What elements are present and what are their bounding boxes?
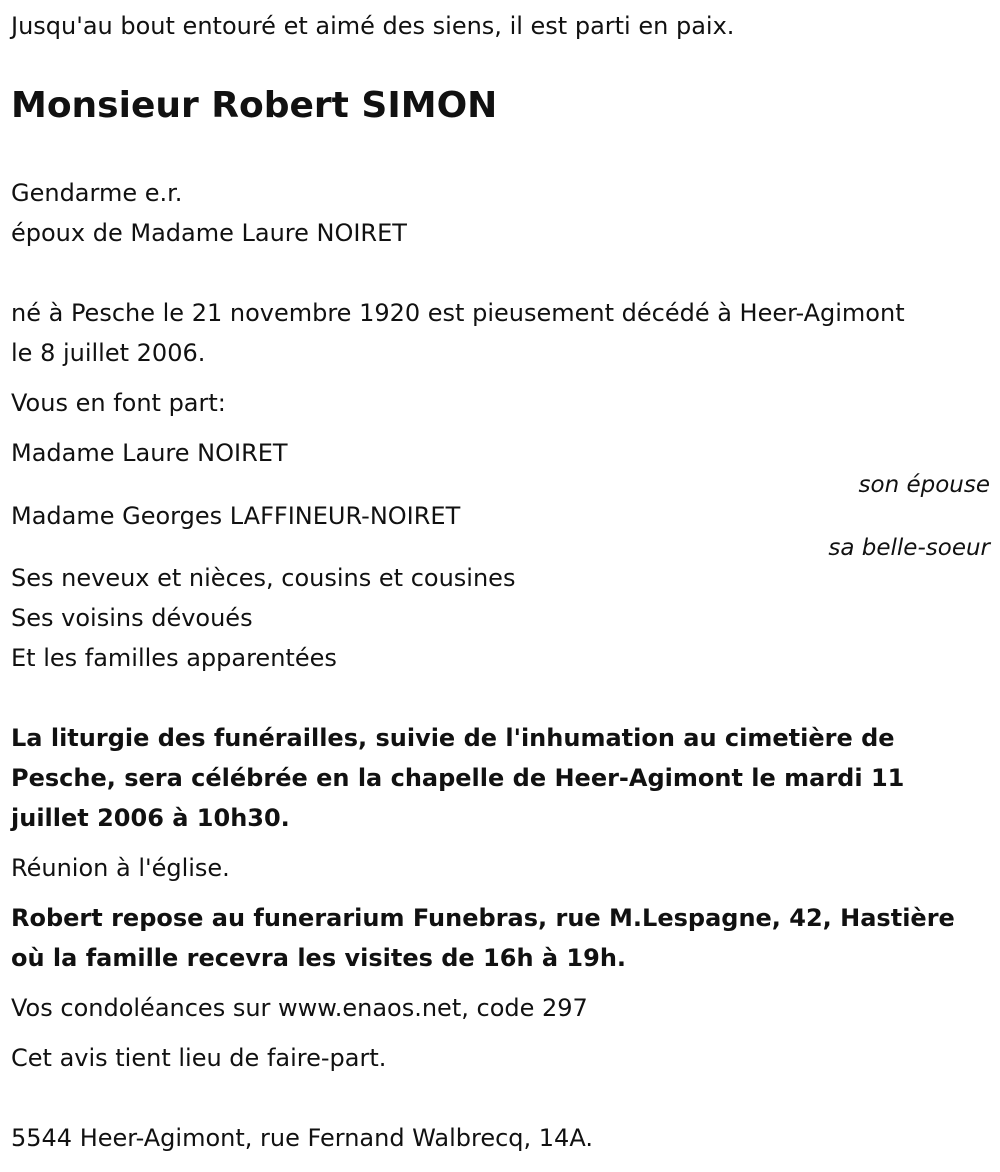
funeral-info (11, 718, 990, 838)
other-relatives (11, 558, 990, 678)
deceased-title: Gendarme e.r. (11, 179, 183, 207)
family-member (11, 496, 990, 560)
relatives-line: Ses neveux et nièces, cousins et cousines (11, 564, 516, 592)
intro-sentence: Jusqu'au bout entouré et aimé des siens, il est parti en paix. (11, 12, 735, 40)
family-member-role: sa belle-soeur (828, 535, 990, 561)
funeral-line-1: La liturgie des funérailles, suivie de l'inhumation au cimetière de (11, 724, 895, 752)
funeral-line-3: juillet 2006 à 10h30. (11, 804, 290, 832)
condolences-info: Vos condoléances sur www.enaos.net, code 297 (11, 994, 588, 1022)
announce-label: Vous en font part: (11, 389, 226, 417)
family-member-role: son épouse (858, 472, 990, 498)
relatives-line: Ses voisins dévoués (11, 604, 253, 632)
birth-death-line-2: le 8 juillet 2006. (11, 339, 206, 367)
meeting-info: Réunion à l'église. (11, 854, 230, 882)
deceased-name: Monsieur Robert SIMON (11, 85, 498, 126)
family-member-name: Madame Laure NOIRET (11, 439, 288, 467)
deceased-details (11, 173, 990, 253)
visitation-line-1: Robert repose au funerarium Funebras, rue M.Lespagne, 42, Hastière (11, 904, 955, 932)
visitation-line-2: où la famille recevra les visites de 16h à 19h. (11, 944, 627, 972)
relatives-line: Et les familles apparentées (11, 644, 337, 672)
family-member-name: Madame Georges LAFFINEUR-NOIRET (11, 502, 461, 530)
spouse-line: époux de Madame Laure NOIRET (11, 219, 407, 247)
family-member (11, 433, 990, 497)
notice-text: Cet avis tient lieu de faire-part. (11, 1044, 387, 1072)
visitation-info (11, 898, 990, 978)
funeral-line-2: Pesche, sera célébrée en la chapelle de Heer-Agimont le mardi 11 (11, 764, 905, 792)
birth-death-text (11, 293, 990, 373)
birth-death-line-1: né à Pesche le 21 novembre 1920 est pieusement décédé à Heer-Agimont (11, 299, 905, 327)
address-text: 5544 Heer-Agimont, rue Fernand Walbrecq, 14A. (11, 1124, 593, 1152)
